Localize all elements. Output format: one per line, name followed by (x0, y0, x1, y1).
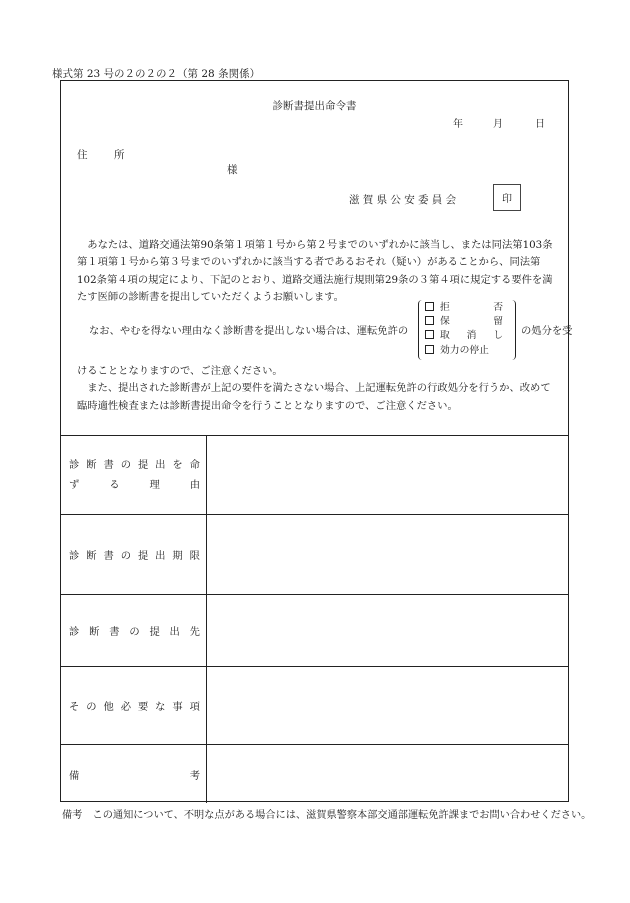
remarks-label: 備 考 (61, 745, 207, 803)
form-frame (60, 80, 573, 802)
date-day-label: 日 (535, 119, 545, 130)
option-suspension[interactable]: 効力の停止 (425, 344, 509, 358)
other-matters-row (61, 666, 568, 744)
checkbox-suspension[interactable] (425, 345, 434, 354)
paragraph-1-text: あなたは、道路交通法第90条第１項第１号から第２号までのいずれかに該当し、または同法第103条第１項第１号から第３号までのいずれかに該当する者であるおそれ（疑い）があることから、同法第102条第４項の規定により、下記のとおり、道路交通法施行規則第29条の３第４項に規定する要件を満たす医師の診断書を提出していただくようお願いします。 (77, 239, 553, 303)
paragraph-2-text: また、提出された診断書が上記の要件を満たさない場合、上記運転免許の行政処分を行うか、改めて臨時適性検査または診断書提出命令を行うこととなりますので、ご注意ください。 (77, 382, 551, 412)
notice-tail (77, 363, 557, 415)
checkbox-revocation[interactable] (425, 330, 434, 339)
disposition-note (77, 300, 573, 362)
seal-label: 印 (502, 194, 512, 205)
option-revocation[interactable]: 取 消 し (425, 329, 509, 343)
other-matters-label: そ の 他 必 要 な 事 項 (61, 667, 207, 744)
notice-paragraph-1 (77, 237, 555, 306)
footnote-text: 備考 この通知について、不明な点がある場合には、滋賀県警察本部交通部運転免許課までお問い合わせください。 (62, 810, 592, 821)
seal-box (493, 184, 521, 211)
notice-section (61, 81, 573, 436)
deadline-row (61, 514, 568, 594)
document-title: 診断書提出命令書 (272, 100, 357, 112)
remarks-row (61, 744, 568, 803)
option-suspension-hold[interactable]: 保 留 (425, 315, 509, 329)
destination-row (61, 594, 568, 666)
honorific-label: 様 (227, 164, 238, 176)
deadline-label: 診 断 書 の 提 出 期 限 (61, 515, 207, 594)
note-continuation: けることとなりますので、ご注意ください。 (77, 365, 283, 377)
checkbox-hold[interactable] (425, 316, 434, 325)
option-refusal[interactable]: 拒 否 (425, 301, 509, 315)
note-post-text: の処分を受 (521, 325, 573, 337)
form-number-label: 様式第 23 号の２の２の２（第 28 条関係） (52, 68, 261, 80)
checkbox-refusal[interactable] (425, 302, 434, 311)
note-pre-text: なお、やむを得ない理由なく診断書を提出しない場合は、運転免許の (89, 325, 409, 337)
date-month-label: 月 (493, 119, 503, 130)
details-table (61, 435, 568, 803)
disposition-options (418, 300, 516, 360)
destination-label: 診 断 書 の 提 出 先 (61, 595, 207, 666)
reason-row (61, 435, 568, 514)
date-year-label: 年 (453, 119, 463, 130)
reason-label: 診 断 書 の 提 出 を 命 ず る 理 由 (61, 436, 207, 514)
address-label: 住 所 (77, 149, 133, 161)
issuer-name: 滋賀県公安委員会 (349, 194, 460, 206)
